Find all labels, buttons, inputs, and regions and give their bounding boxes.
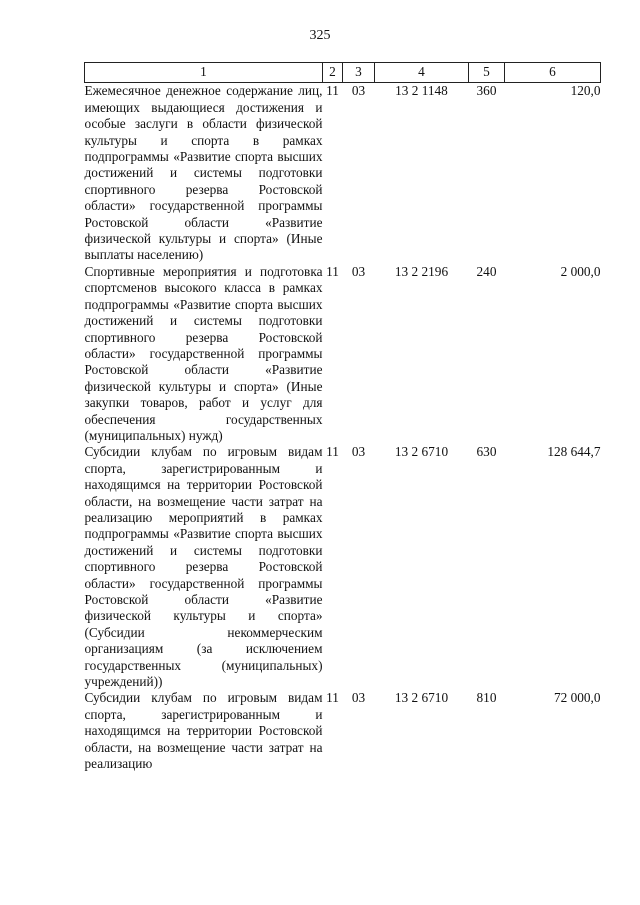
budget-table <box>84 62 601 772</box>
row-expense-type: 360 <box>476 83 497 99</box>
row-subsection: 03 <box>351 444 366 460</box>
column-header-3: 3 <box>343 63 375 83</box>
row-amount: 128 644,7 <box>547 444 601 460</box>
page-number: 325 <box>309 28 331 43</box>
table-row <box>85 690 601 772</box>
row-description: Субсидии клубам по игровым видам спорта, зарегистрированным и находящимся на территории Ростовской области, на возмещение части затрат на реализацию <box>84 690 323 772</box>
row-target-article: 13 2 6710 <box>394 690 449 706</box>
row-target-article: 13 2 2196 <box>394 263 449 279</box>
column-header-6: 6 <box>505 63 601 83</box>
table-row <box>85 444 601 690</box>
row-description: Спортивные мероприятия и подготовка спортсменов высокого класса в рамках подпрограммы «Развитие спорта высших достижений и системы подготовки спортивного резерва Ростовской области» государственной программы Ростовской области «Развитие физической культуры и спорта» (Иные закупки товаров, работ и услуг для обеспечения государственных (муниципальных) нужд) <box>84 263 323 443</box>
column-header-2: 2 <box>323 63 343 83</box>
table-row <box>85 264 601 444</box>
row-subsection: 03 <box>351 263 366 279</box>
row-description: Ежемесячное денежное содержание лиц, имеющих выдающиеся достижения и особые заслуги в области физической культуры и спорта в рамках подпрограммы «Развитие спорта высших достижений и системы подготовки спортивного резерва Ростовской области» государственной программы Ростовской области «Развитие физической культуры и спорта» (Иные выплаты населению) <box>84 83 323 263</box>
table-row <box>85 83 601 264</box>
row-target-article: 13 2 1148 <box>395 83 448 99</box>
row-section: 11 <box>326 444 339 460</box>
row-expense-type: 240 <box>476 263 497 279</box>
row-amount: 72 000,0 <box>553 690 601 706</box>
row-expense-type: 810 <box>476 690 497 706</box>
row-amount: 2 000,0 <box>560 263 601 279</box>
column-header-5: 5 <box>469 63 505 83</box>
row-description: Субсидии клубам по игровым видам спорта, зарегистрированным и находящимся на территории Ростовской области, на возмещение части затрат на реализацию мероприятий в рамках подпрограммы «Развитие спорта высших достижений и системы подготовки спортивного резерва Ростовской области» государственной программы Ростовской области «Развитие физической культуры и спорта» (Субсидии некоммерческим организациям (за исключением государственных (муниципальных) учреждений)) <box>84 444 323 690</box>
row-section: 11 <box>326 690 339 706</box>
table-header-row <box>85 63 601 83</box>
row-subsection: 03 <box>351 83 366 99</box>
column-header-4: 4 <box>375 63 469 83</box>
row-subsection: 03 <box>351 690 366 706</box>
row-section: 11 <box>326 83 339 99</box>
row-expense-type: 630 <box>476 444 497 460</box>
row-amount: 120,0 <box>570 83 601 99</box>
column-header-1: 1 <box>85 63 323 83</box>
row-section: 11 <box>326 263 339 279</box>
row-target-article: 13 2 6710 <box>394 444 449 460</box>
